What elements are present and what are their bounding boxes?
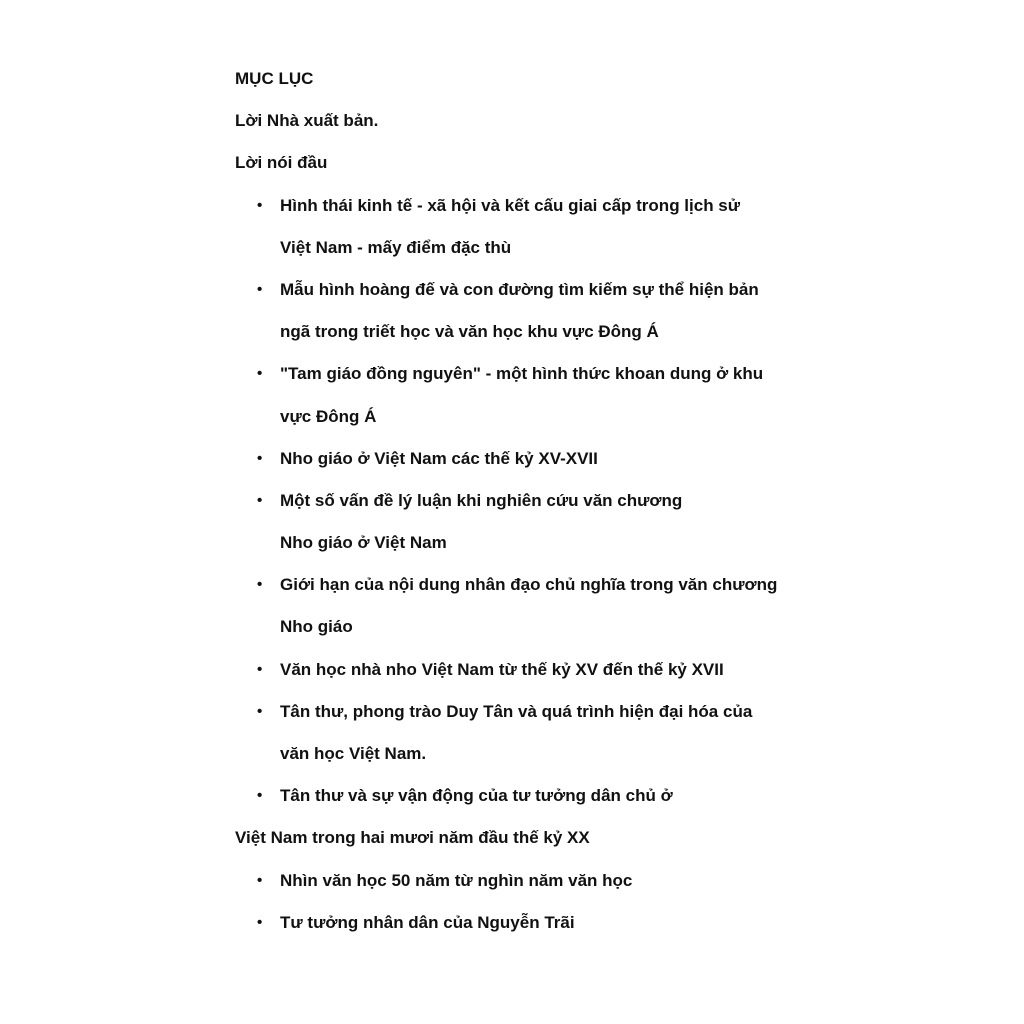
bullet-icon: • (257, 280, 263, 298)
toc-entry-text: "Tam giáo đồng nguyên" - một hình thức khoan dung ở khu (280, 364, 764, 384)
bullet-icon: • (257, 365, 263, 383)
toc-entry (235, 902, 935, 944)
toc-entry-text: Mẫu hình hoàng đế và con đường tìm kiếm sự thể hiện bản (280, 279, 759, 299)
toc-entry-text: Nho giáo (280, 617, 353, 637)
toc-entry-text: Tân thư, phong trào Duy Tân và quá trình hiện đại hóa của (280, 701, 753, 721)
toc-entry (235, 564, 935, 606)
toc-entry-text: Việt Nam trong hai mươi năm đầu thế kỷ XX (235, 828, 590, 848)
toc-entry-text: Văn học nhà nho Việt Nam từ thế kỷ XV đến thế kỷ XVII (280, 659, 724, 679)
toc-entry-text: Nhìn văn học 50 năm từ nghìn năm văn học (280, 870, 633, 890)
toc-entry-text: vực Đông Á (280, 406, 377, 426)
bullet-icon: • (257, 196, 263, 214)
toc-entry-publisher-note: Lời Nhà xuất bản. (235, 111, 379, 131)
toc-entry-continuation (235, 396, 935, 438)
bullet-icon: • (257, 660, 263, 678)
bullet-icon: • (257, 871, 263, 889)
toc-entry (235, 438, 935, 480)
toc-entry-text: Hình thái kinh tế - xã hội và kết cấu giai cấp trong lịch sử (280, 195, 741, 215)
toc-entry-text: Tư tưởng nhân dân của Nguyễn Trãi (280, 912, 575, 932)
toc-entry (235, 480, 935, 522)
toc-entry-continuation (235, 606, 935, 648)
toc-entry-continuation (235, 522, 935, 564)
toc-entry-text: Giới hạn của nội dung nhân đạo chủ nghĩa trong văn chương (280, 575, 778, 595)
toc-entry-text: Việt Nam - mấy điểm đặc thù (280, 237, 512, 257)
bullet-icon: • (257, 491, 263, 509)
toc-entry-text: ngã trong triết học và văn học khu vực Đông Á (280, 322, 659, 342)
toc-title: MỤC LỤC (235, 69, 314, 88)
toc-entry-text: văn học Việt Nam. (280, 744, 427, 763)
toc-entry (235, 860, 935, 902)
bullet-icon: • (257, 449, 263, 467)
toc-entry (235, 353, 935, 395)
toc-entry (235, 691, 935, 733)
toc-entry-text: Một số vấn đề lý luận khi nghiên cứu văn chương (280, 490, 683, 510)
toc-entry (235, 649, 935, 691)
bullet-icon: • (257, 913, 263, 931)
toc-entry-preface: Lời nói đầu (235, 153, 328, 173)
toc-entry-text: Nho giáo ở Việt Nam (280, 533, 447, 553)
bullet-icon: • (257, 576, 263, 594)
bullet-icon: • (257, 702, 263, 720)
toc-entry-continuation (235, 227, 935, 269)
toc-entry-text: Tân thư và sự vận động của tư tưởng dân chủ ở (280, 786, 673, 806)
toc-entry-text: Nho giáo ở Việt Nam các thế kỷ XV-XVII (280, 448, 598, 468)
toc-entry-continuation (235, 817, 935, 859)
toc-entry-continuation (235, 311, 935, 353)
bullet-icon: • (257, 787, 263, 805)
toc-entry (235, 185, 935, 227)
toc-entry-continuation (235, 733, 935, 775)
toc-entry (235, 775, 935, 817)
toc-entry (235, 269, 935, 311)
table-of-contents (235, 58, 935, 944)
